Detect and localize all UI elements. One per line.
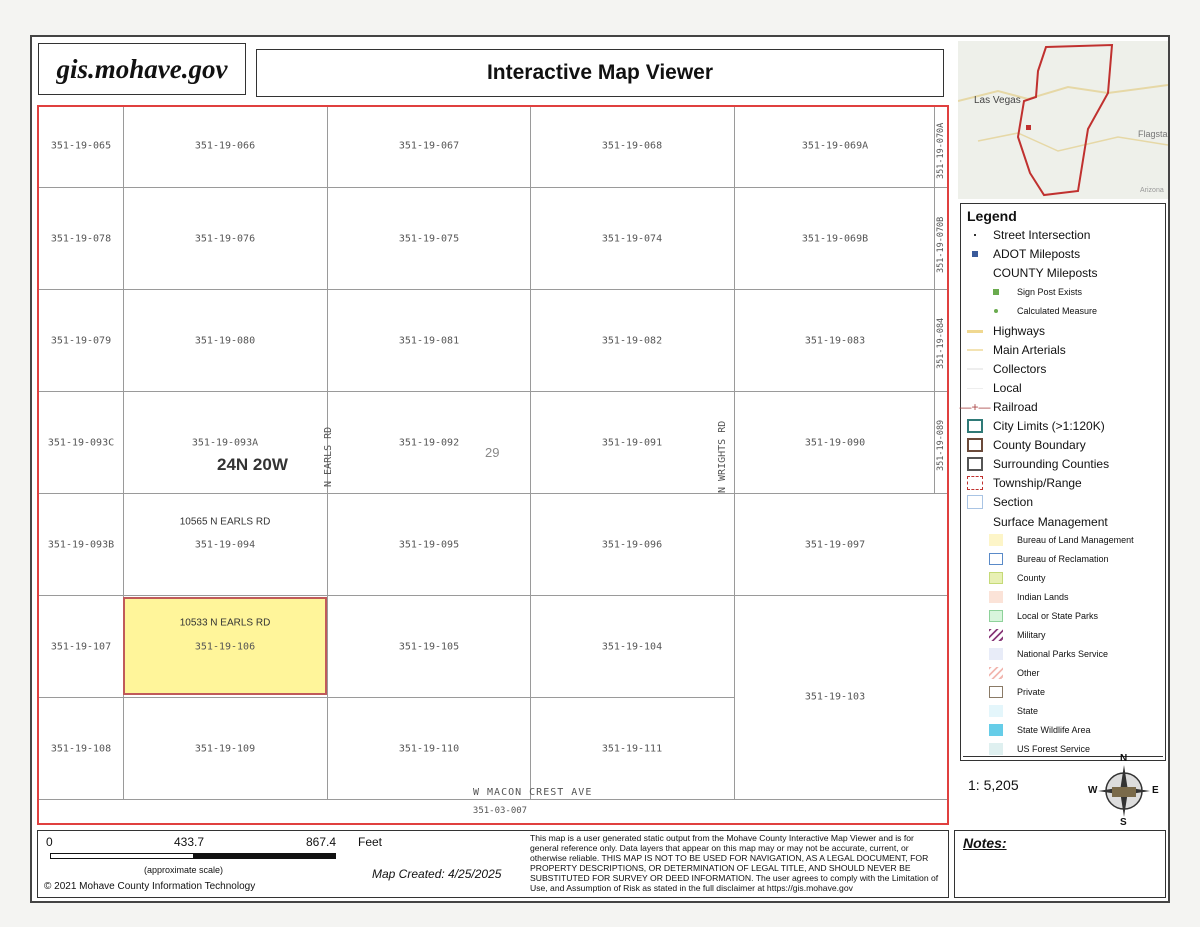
green-square-icon <box>989 286 1003 298</box>
legend-label: Bureau of Reclamation <box>1017 554 1109 564</box>
overview-map[interactable] <box>958 41 1168 199</box>
legend-item <box>967 362 1046 376</box>
legend-label: Highways <box>993 324 1046 338</box>
scale-tick-2: 867.4 <box>306 835 337 849</box>
legend-item <box>967 495 1033 509</box>
compass-w: W <box>1088 785 1098 796</box>
disclaimer-text: This map is a user generated static output from the Mohave County Interactive Map Viewer and is for general reference only. Data layers that appear on this map may or may not be accurate, current, or otherwise reliable. THIS MAP IS NOT TO BE USED FOR NAVIGATION, AS A LEGAL DOCUMENT, FOR PROPERTY DESCRIPTIONS, OR DETERMINATION OF LEGAL TITLE, AND SHOULD NEVER BE SUBSTITUTED FOR SURVEY OR DEED INFORMATION. The user agrees to comply with the Limitation of Use, and Assumption of Risk as stated in the full disclaimer at https://gis.mohave.gov <box>530 833 939 893</box>
parcel-label[interactable]: 351-19-111 <box>601 743 663 755</box>
parcel-label[interactable]: 351-19-103 <box>804 691 866 703</box>
copyright: © 2021 Mohave County Information Technology <box>44 881 256 892</box>
parcel-label[interactable]: 351-19-106 <box>194 641 256 653</box>
legend-label: Railroad <box>993 400 1038 414</box>
legend-item <box>967 743 1090 755</box>
overview-region-label: Arizona <box>1140 187 1164 194</box>
legend-label: Local or State Parks <box>1017 611 1099 621</box>
parcel-line <box>734 107 735 799</box>
legend-item <box>967 324 1045 338</box>
parcel-label[interactable]: 351-19-104 <box>601 641 663 653</box>
legend-label: Street Intersection <box>993 228 1091 242</box>
hatched-swatch-icon <box>989 629 1003 641</box>
swatch-icon <box>989 743 1003 755</box>
parcel-line <box>39 595 947 596</box>
parcel-label[interactable]: 351-19-070A <box>936 122 946 179</box>
township-range-label: 24N 20W <box>217 455 288 474</box>
parcel-map[interactable] <box>37 105 949 825</box>
legend-label: County <box>1017 573 1046 583</box>
city-limits-icon <box>967 419 983 433</box>
legend-item <box>967 381 1022 395</box>
legend-item <box>967 705 1038 717</box>
parcel-label[interactable]: 351-19-105 <box>398 641 460 653</box>
parcel-line <box>39 493 947 494</box>
parcel-label[interactable]: 351-19-094 <box>194 539 256 551</box>
legend-item <box>967 629 1046 641</box>
parcel-label[interactable]: 351-19-075 <box>398 233 460 245</box>
parcel-line <box>934 107 935 493</box>
swatch-icon <box>989 724 1003 736</box>
section-icon <box>967 495 983 509</box>
scale-tick-0: 0 <box>46 835 53 849</box>
square-marker-icon <box>967 247 983 261</box>
legend-item <box>967 457 1109 471</box>
scale-bar <box>50 853 336 859</box>
page-title: Interactive Map Viewer <box>256 49 944 97</box>
swatch-icon <box>989 610 1003 622</box>
parcel-label[interactable]: 351-19-097 <box>804 539 866 551</box>
legend-item <box>967 228 1090 242</box>
legend-item <box>967 648 1108 660</box>
parcel-label[interactable]: 351-19-069A <box>801 140 869 152</box>
blank-icon <box>967 266 983 280</box>
compass-s: S <box>1120 817 1127 828</box>
parcel-label[interactable]: 351-19-096 <box>601 539 663 551</box>
overview-map-graphic <box>958 41 1168 199</box>
parcel-label[interactable]: 351-19-091 <box>601 437 663 449</box>
swatch-icon <box>989 553 1003 565</box>
legend-item <box>967 572 1046 584</box>
swatch-icon <box>989 572 1003 584</box>
legend-label: Indian Lands <box>1017 592 1069 602</box>
parcel-label[interactable]: 351-19-081 <box>398 335 460 347</box>
parcel-label[interactable]: 351-19-070B <box>936 216 946 273</box>
arterial-line-icon <box>967 343 983 357</box>
legend-item <box>967 724 1091 736</box>
legend-item <box>967 343 1066 357</box>
legend-item <box>967 667 1040 679</box>
parcel-label[interactable]: 351-19-090 <box>804 437 866 449</box>
swatch-icon <box>989 705 1003 717</box>
legend-label: National Parks Service <box>1017 649 1109 659</box>
road-label-macon: W MACON CREST AVE <box>473 787 593 798</box>
parcel-label[interactable]: 351-19-080 <box>194 335 256 347</box>
road-label-wrights: N WRIGHTS RD <box>717 420 728 493</box>
scale-tick-1: 433.7 <box>174 835 205 849</box>
parcel-label[interactable]: 351-19-067 <box>398 140 460 152</box>
swatch-icon <box>989 591 1003 603</box>
surrounding-counties-icon <box>967 457 983 471</box>
overview-city-label: Las Vegas <box>974 95 1021 106</box>
compass-e: E <box>1152 785 1159 796</box>
parcel-label[interactable]: 351-19-093C <box>47 437 115 449</box>
address-label: 10533 N EARLS RD <box>179 617 271 629</box>
parcel-label[interactable]: 351-19-079 <box>50 335 112 347</box>
parcel-label[interactable]: 351-19-095 <box>398 539 460 551</box>
legend-label: Other <box>1017 668 1040 678</box>
parcel-label[interactable]: 351-19-078 <box>50 233 112 245</box>
overview-city-label: Flagsta <box>1138 129 1168 139</box>
scale-ratio: 1: 5,205 <box>968 777 1019 793</box>
legend-item <box>967 476 1082 490</box>
parcel-label[interactable]: 351-19-092 <box>398 437 460 449</box>
parcel-line <box>39 799 947 800</box>
parcel-label[interactable]: 351-19-065 <box>50 140 112 152</box>
legend-item <box>967 305 1097 317</box>
legend-label: Section <box>993 495 1034 509</box>
map-created-date: Map Created: 4/25/2025 <box>372 867 502 881</box>
parcel-line <box>39 187 947 188</box>
legend-label: COUNTY Mileposts <box>993 266 1098 280</box>
compass-icon <box>1082 755 1172 827</box>
section-label: 29 <box>485 445 500 460</box>
swatch-icon <box>989 648 1003 660</box>
scale-note: (approximate scale) <box>144 865 224 875</box>
hatched-swatch-icon <box>989 667 1003 679</box>
parcel-label[interactable]: 351-19-069B <box>801 233 869 245</box>
legend-item <box>967 534 1134 546</box>
scale-bar-panel <box>37 830 949 898</box>
legend-item <box>959 400 1038 414</box>
parcel-label[interactable]: 351-19-082 <box>601 335 663 347</box>
parcel-line <box>123 107 124 799</box>
legend-label: State <box>1017 706 1039 716</box>
parcel-line <box>530 107 531 799</box>
legend-item <box>967 266 1097 280</box>
legend-label: Sign Post Exists <box>1017 287 1083 297</box>
railroad-icon: —+— <box>959 400 991 414</box>
blank-icon <box>967 515 983 529</box>
parcel-label[interactable]: 351-19-089 <box>936 419 946 471</box>
legend-item <box>967 591 1069 603</box>
legend-label: ADOT Mileposts <box>993 247 1081 261</box>
parcel-label[interactable]: 351-03-007 <box>472 806 528 816</box>
legend-label: City Limits (>1:120K) <box>993 419 1105 433</box>
map-printout <box>30 35 1170 903</box>
county-boundary-icon <box>967 438 983 452</box>
legend-title: Legend <box>967 208 1017 224</box>
legend-label: Private <box>1017 687 1046 697</box>
parcel-label[interactable]: 351-19-108 <box>50 743 112 755</box>
legend-item <box>967 438 1086 452</box>
measure-dot-icon <box>989 305 1003 317</box>
parcel-label[interactable]: 351-19-093B <box>47 539 115 551</box>
address-label: 10565 N EARLS RD <box>179 516 271 528</box>
notes-panel <box>954 830 1166 898</box>
legend-label: Bureau of Land Management <box>1017 535 1134 545</box>
parcel-line <box>39 289 947 290</box>
legend-label: Military <box>1017 630 1046 640</box>
legend-item <box>967 553 1109 565</box>
local-road-line-icon <box>967 381 983 395</box>
parcel-label[interactable]: 351-19-083 <box>804 335 866 347</box>
legend-item <box>967 419 1105 433</box>
dot-icon <box>967 228 983 242</box>
parcel-label[interactable]: 351-19-076 <box>194 233 256 245</box>
legend-item <box>967 286 1082 298</box>
parcel-line <box>39 697 734 698</box>
parcel-label[interactable]: 351-19-074 <box>601 233 663 245</box>
legend-label: Surface Management <box>993 515 1108 529</box>
parcel-label[interactable]: 351-19-068 <box>601 140 663 152</box>
parcel-label[interactable]: 351-19-109 <box>194 743 256 755</box>
swatch-icon <box>989 686 1003 698</box>
parcel-line <box>39 391 947 392</box>
legend-label: Surrounding Counties <box>993 457 1110 471</box>
legend-item <box>967 610 1098 622</box>
compass-n: N <box>1120 753 1128 764</box>
legend-label: Calculated Measure <box>1017 306 1098 316</box>
parcel-label[interactable]: 351-19-107 <box>50 641 112 653</box>
legend-label: Collectors <box>993 362 1047 376</box>
legend-label: US Forest Service <box>1017 744 1091 754</box>
parcel-label[interactable]: 351-19-066 <box>194 140 256 152</box>
parcel-label[interactable]: 351-19-084 <box>936 317 946 369</box>
collector-line-icon <box>967 362 983 376</box>
legend-item <box>967 686 1045 698</box>
scale-unit: Feet <box>358 835 383 849</box>
legend-label: Main Arterials <box>993 343 1066 357</box>
notes-label: Notes: <box>963 835 1007 851</box>
site-url[interactable]: gis.mohave.gov <box>38 43 246 95</box>
legend-label: Local <box>993 381 1022 395</box>
legend <box>960 203 1166 761</box>
legend-label: Township/Range <box>993 476 1082 490</box>
road-label-earls: N EARLS RD <box>323 426 334 487</box>
swatch-icon <box>989 534 1003 546</box>
legend-label: County Boundary <box>993 438 1086 452</box>
township-range-icon <box>967 476 983 490</box>
parcel-label[interactable]: 351-19-110 <box>398 743 460 755</box>
highway-line-icon <box>967 324 983 338</box>
legend-label: State Wildlife Area <box>1017 725 1091 735</box>
legend-item <box>967 515 1108 529</box>
parcel-label[interactable]: 351-19-093A <box>191 437 259 449</box>
legend-item <box>967 247 1080 261</box>
